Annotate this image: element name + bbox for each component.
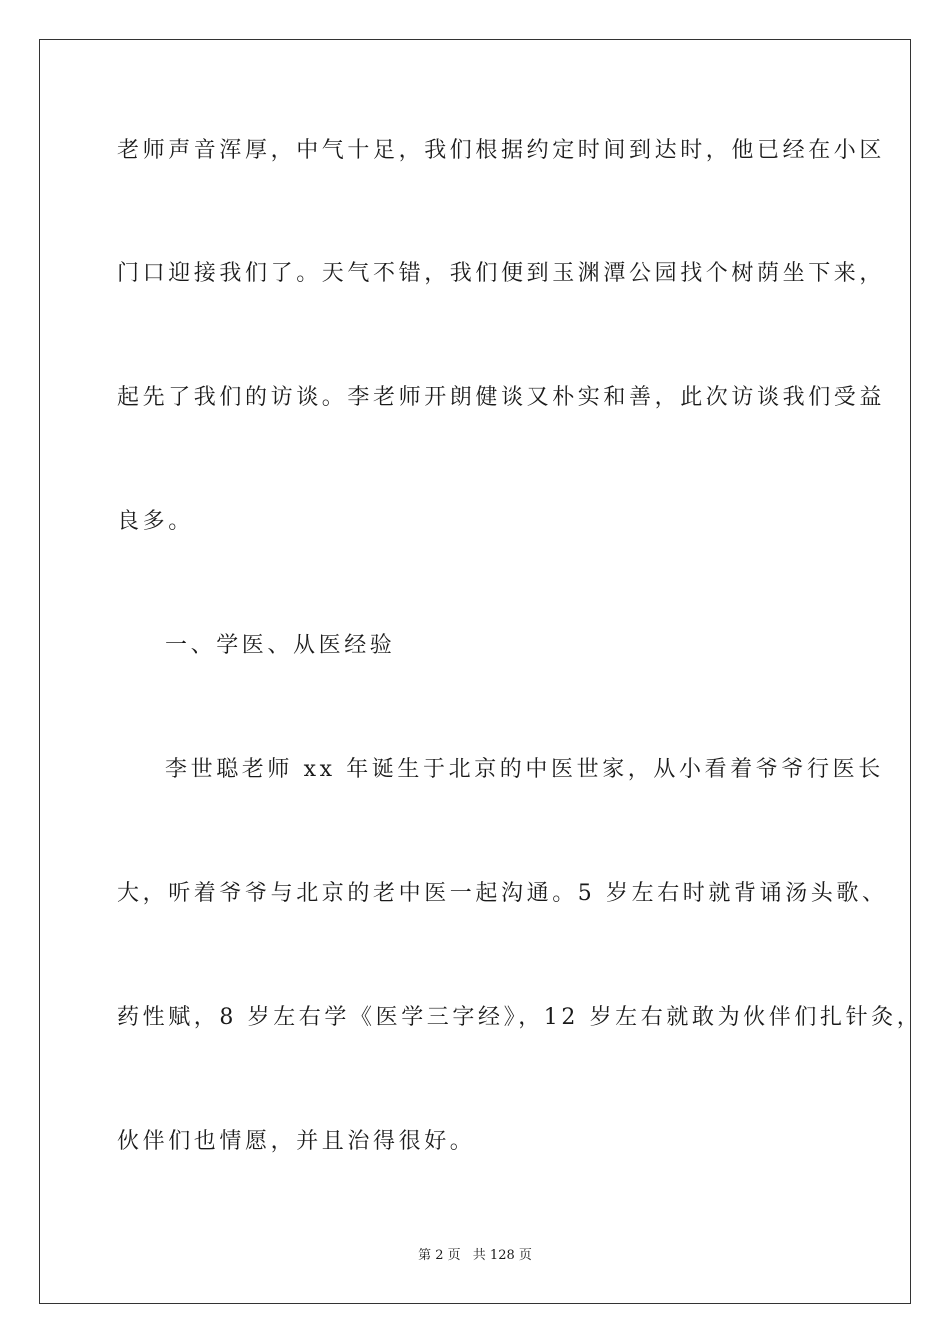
paragraph-line: 伙伴们也情愿，并且治得很好。 [117,1129,476,1154]
page-total: 共 128 页 [472,1248,532,1263]
paragraph-line: 起先了我们的访谈。李老师开朗健谈又朴实和善，此次访谈我们受益 [117,385,886,410]
page-footer [0,1247,950,1265]
paragraph-line: 良多。 [117,509,194,534]
section-heading: 一、学医、从医经验 [165,633,396,658]
paragraph-line: 大，听着爷爷与北京的老中医一起沟通。5 岁左右时就背诵汤头歌、 [117,881,888,906]
paragraph-line: 老师声音浑厚，中气十足，我们根据约定时间到达时，他已经在小区 [117,138,886,163]
page-border [39,39,923,1304]
page-number: 第 2 页 [418,1248,461,1263]
paragraph-line: 门口迎接我们了。天气不错，我们便到玉渊潭公园找个树荫坐下来， [117,261,886,286]
paragraph-line: 药性赋，8 岁左右学《医学三字经》，12 岁左右就敢为伙伴们扎针灸， [117,1005,923,1030]
paragraph-line: 李世聪老师 xx 年诞生于北京的中医世家，从小看着爷爷行医长 [165,757,884,782]
